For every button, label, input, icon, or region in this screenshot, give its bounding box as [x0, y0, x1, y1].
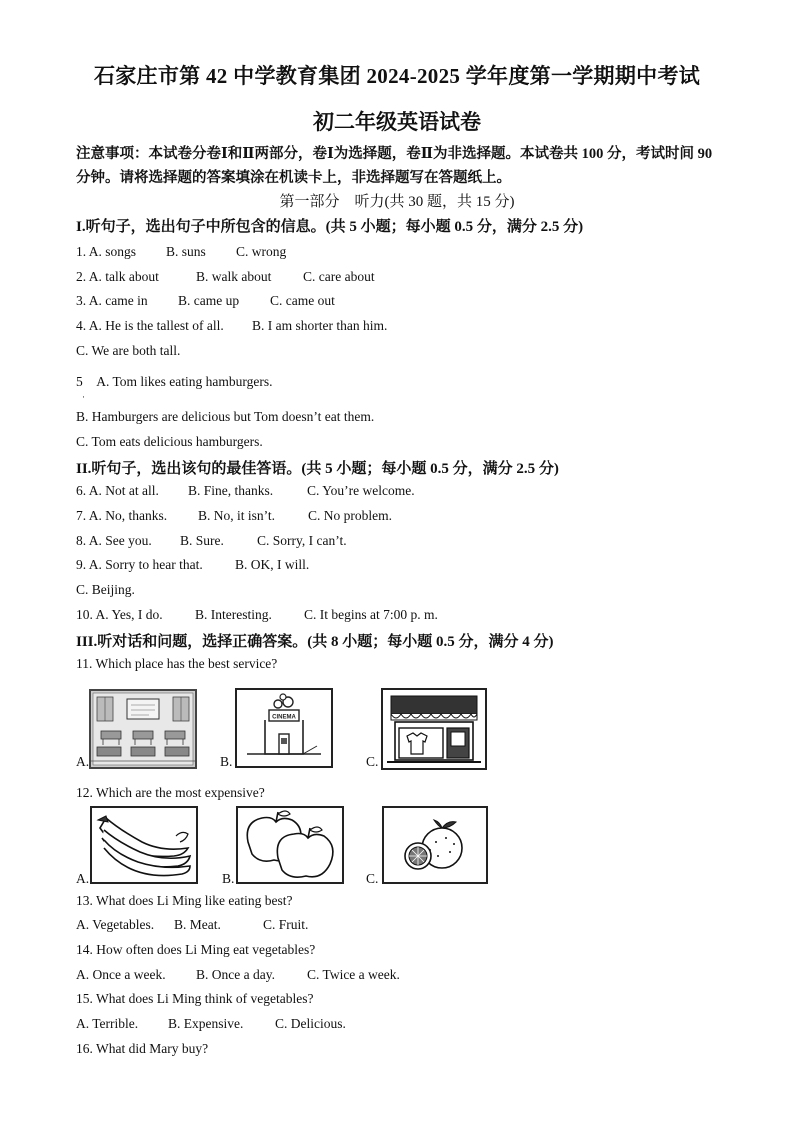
option-b: B. I am shorter than him. — [252, 318, 388, 333]
exam-subtitle: 初二年级英语试卷 — [313, 110, 481, 134]
question-16: 16. What did Mary buy? — [76, 1041, 209, 1056]
exam-notice: 注意事项：本试卷分卷Ⅰ和Ⅱ两部分，卷Ⅰ为选择题，卷Ⅱ为非选择题。本试卷共 100 分，考试时间 90 分钟。请将选择题的答案填涂在机读卡上，非选择题写在答题纸上。 — [76, 146, 713, 186]
option-b: B. Meat. — [174, 917, 221, 932]
picture-shop — [381, 688, 487, 770]
option-c: C. No problem. — [308, 508, 392, 523]
option-a: A. Once a week. — [76, 967, 166, 982]
section-2-heading: II.听句子，选出该句的最佳答语。(共 5 小题；每小题 0.5 分，满分 2.5 分) — [76, 461, 559, 477]
option-b: B. OK, I will. — [235, 557, 310, 572]
question-4 — [76, 318, 387, 334]
option-c: C. care about — [303, 269, 375, 284]
option-a: 1. A. songs — [76, 244, 137, 259]
question-9-option-c: C. Beijing. — [76, 582, 135, 597]
picture-classroom — [89, 689, 197, 769]
question-5: 5 A. Tom likes eating hamburgers. — [76, 374, 273, 389]
question-5-option-b: B. Hamburgers are delicious but Tom doesn’t eat them. — [76, 409, 375, 424]
option-b: B. came up — [178, 293, 240, 308]
option-a: 4. A. He is the tallest of all. — [76, 318, 224, 333]
option-c: C. It begins at 7:00 p. m. — [304, 607, 438, 622]
picture-label-a: A. — [76, 871, 90, 886]
question-2 — [76, 269, 375, 285]
part-one-heading: 第一部分 听力(共 30 题，共 15 分) — [279, 194, 515, 210]
option-b: B. Fine, thanks. — [188, 483, 274, 498]
option-a: 6. A. Not at all. — [76, 483, 159, 498]
option-c: C. Twice a week. — [307, 967, 400, 982]
option-b: B. No, it isn’t. — [198, 508, 276, 523]
option-b: B. suns — [166, 244, 206, 259]
option-c: C. Sorry, I can’t. — [257, 533, 347, 548]
option-a: 9. A. Sorry to hear that. — [76, 557, 203, 572]
question-6 — [76, 483, 415, 499]
picture-bananas — [90, 806, 198, 884]
option-a: A. Vegetables. — [76, 917, 155, 932]
exam-title: 石家庄市第 42 中学教育集团 2024-2025 学年度第一学期期中考试 — [93, 64, 701, 88]
option-a: 8. A. See you. — [76, 533, 152, 548]
question-13: 13. What does Li Ming like eating best? — [76, 893, 293, 908]
question-3 — [76, 293, 335, 309]
option-b: B. walk about — [196, 269, 272, 284]
option-a: 3. A. came in — [76, 293, 148, 308]
question-10 — [76, 607, 438, 623]
question-7 — [76, 508, 392, 524]
question-12: 12. Which are the most expensive? — [76, 785, 265, 800]
question-13-options — [76, 917, 308, 933]
question-15: 15. What does Li Ming think of vegetables? — [76, 991, 314, 1006]
option-c: C. Delicious. — [275, 1016, 346, 1031]
picture-label-b: B. — [220, 754, 233, 769]
question-11: 11. Which place has the best service? — [76, 656, 278, 671]
option-a: A. Terrible. — [76, 1016, 139, 1031]
section-1-heading: I.听句子，选出句子中所包含的信息。(共 5 小题；每小题 0.5 分，满分 2.5 分) — [76, 219, 584, 235]
picture-oranges — [382, 806, 488, 884]
option-a: 7. A. No, thanks. — [76, 508, 168, 523]
question-4-option-c: C. We are both tall. — [76, 343, 181, 358]
question-14-options — [76, 967, 400, 983]
question-14: 14. How often does Li Ming eat vegetables? — [76, 942, 316, 957]
stray-dot: · — [82, 392, 85, 402]
question-9 — [76, 557, 309, 573]
question-1 — [76, 244, 286, 260]
section-3-heading: III.听对话和问题，选择正确答案。(共 8 小题；每小题 0.5 分，满分 4 分) — [76, 634, 554, 650]
picture-cinema — [235, 688, 333, 768]
picture-label-c: C. — [366, 871, 379, 886]
option-c: C. You’re welcome. — [307, 483, 415, 498]
option-b: B. Sure. — [180, 533, 224, 548]
cinema-sign-text: CINEMA — [272, 714, 296, 721]
option-c: C. came out — [270, 293, 335, 308]
option-c: C. Fruit. — [263, 917, 309, 932]
option-a: 2. A. talk about — [76, 269, 159, 284]
picture-label-b: B. — [222, 871, 235, 886]
question-15-options — [76, 1016, 346, 1032]
option-a: 10. A. Yes, I do. — [76, 607, 163, 622]
option-b: B. Expensive. — [168, 1016, 244, 1031]
question-5-option-c: C. Tom eats delicious hamburgers. — [76, 434, 263, 449]
option-b: B. Once a day. — [196, 967, 275, 982]
picture-label-c: C. — [366, 754, 379, 769]
picture-apples — [236, 806, 344, 884]
picture-label-a: A. — [76, 754, 90, 769]
question-8 — [76, 533, 347, 549]
option-b: B. Interesting. — [195, 607, 272, 622]
option-c: C. wrong — [236, 244, 287, 259]
